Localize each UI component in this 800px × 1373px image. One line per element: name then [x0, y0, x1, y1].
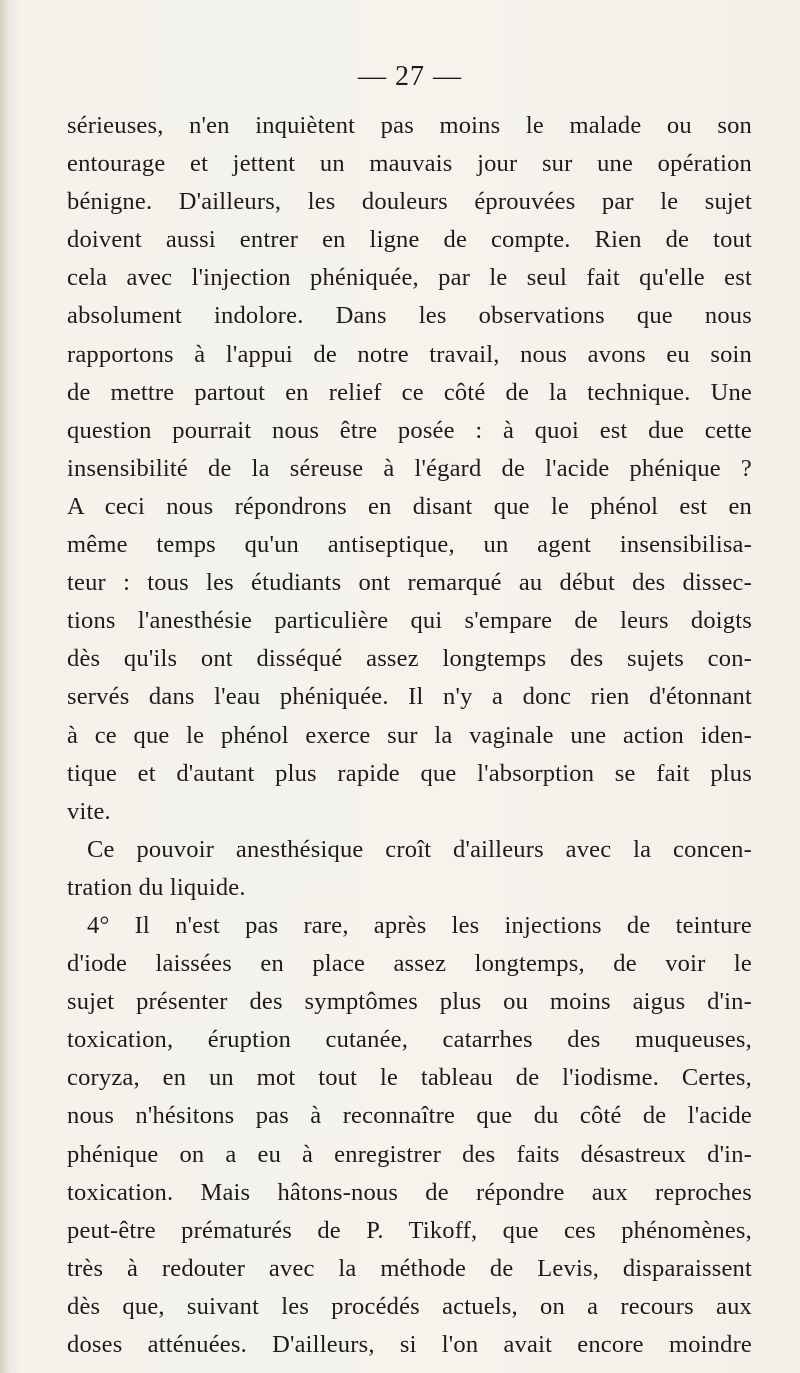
text-line: question pourrait nous être posée : à quoi est due cette — [67, 416, 752, 444]
text-line: sérieuses, n'en inquiètent pas moins le malade ou son — [67, 112, 752, 139]
text-line: insensibilité de la séreuse à l'égard de l'acide phénique ? — [67, 454, 752, 482]
text-line: 4° Il n'est pas rare, après les injections de teinture — [87, 911, 752, 939]
text-line: dès qu'ils ont disséqué assez longtemps des sujets con- — [67, 645, 752, 673]
text-line: phénique on a eu à enregistrer des faits désastreux d'in- — [67, 1140, 752, 1168]
text-line: sujet présenter des symptômes plus ou moins aigus d'in- — [67, 988, 752, 1016]
text-line: doivent aussi entrer en ligne de compte. Rien de tout — [67, 226, 752, 254]
text-line: nous n'hésitons pas à reconnaître que du côté de l'acide — [67, 1102, 752, 1130]
body-text — [67, 107, 752, 1364]
text-line: de mettre partout en relief ce côté de la technique. Une — [67, 378, 752, 406]
text-line: coryza, en un mot tout le tableau de l'iodisme. Certes, — [67, 1064, 752, 1092]
text-line: servés dans l'eau phéniquée. Il n'y a donc rien d'étonnant — [67, 683, 752, 711]
text-line: peut-être prématurés de P. Tikoff, que ces phénomènes, — [67, 1216, 752, 1244]
text-line: bénigne. D'ailleurs, les douleurs éprouvées par le sujet — [67, 188, 752, 216]
text-line: très à redouter avec la méthode de Levis, disparaissent — [67, 1254, 752, 1282]
text-line: tions l'anesthésie particulière qui s'empare de leurs doigts — [67, 607, 752, 635]
text-line: A ceci nous répondrons en disant que le phénol est en — [67, 492, 752, 520]
text-line: doses atténuées. D'ailleurs, si l'on avait encore moindre — [67, 1331, 752, 1358]
text-line: absolument indolore. Dans les observations que nous — [67, 302, 752, 330]
text-line: tique et d'autant plus rapide que l'absorption se fait plus — [67, 759, 752, 787]
page-binding-edge — [0, 0, 10, 1373]
text-line: cela avec l'injection phéniquée, par le seul fait qu'elle est — [67, 264, 752, 292]
text-line: même temps qu'un antiseptique, un agent insensibilisa- — [67, 531, 752, 559]
text-line: entourage et jettent un mauvais jour sur une opération — [67, 150, 752, 178]
text-line: Ce pouvoir anesthésique croît d'ailleurs avec la concen- — [87, 835, 752, 863]
text-line: teur : tous les étudiants ont remarqué au début des dissec- — [67, 569, 752, 597]
text-line: rapportons à l'appui de notre travail, nous avons eu soin — [67, 340, 752, 368]
text-line: dès que, suivant les procédés actuels, on a recours aux — [67, 1292, 752, 1320]
text-line: tration du liquide. — [67, 873, 246, 901]
text-line: d'iode laissées en place assez longtemps, de voir le — [67, 950, 752, 978]
text-line: toxication, éruption cutanée, catarrhes des muqueuses, — [67, 1026, 752, 1054]
text-line: toxication. Mais hâtons-nous de répondre aux reproches — [67, 1178, 752, 1206]
page-number: — 27 — — [358, 61, 462, 92]
text-line: vite. — [67, 797, 111, 825]
text-line: à ce que le phénol exerce sur la vaginale une action iden- — [67, 721, 752, 749]
